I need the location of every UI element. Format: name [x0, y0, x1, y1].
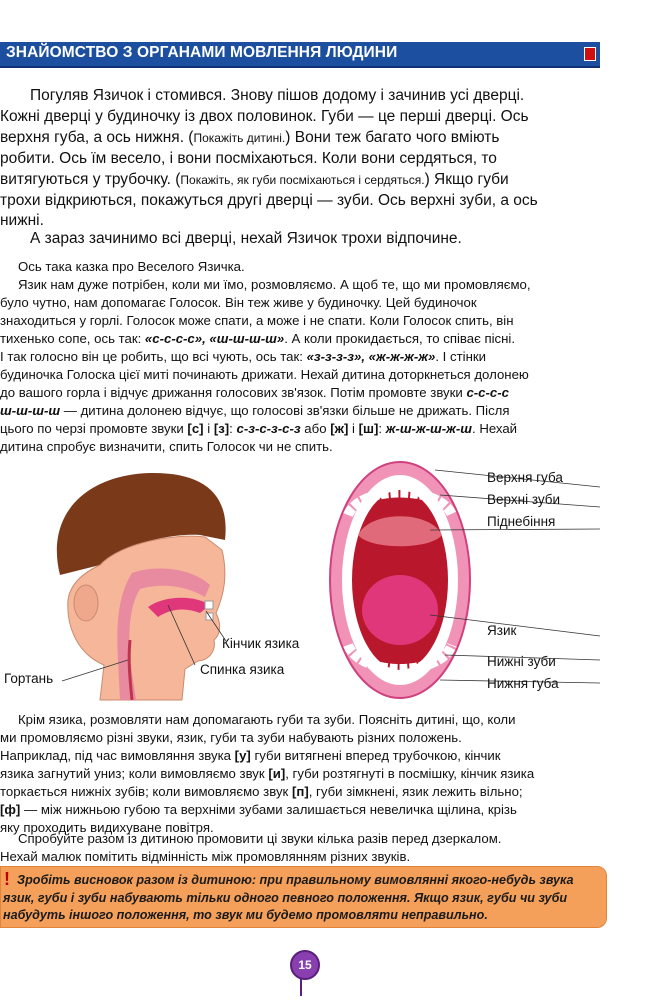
story-line: А зараз зачинимо всі дверці, нехай Язичок трохи відпочине.	[30, 230, 462, 247]
label-upper-lip: Верхня губа	[487, 470, 563, 485]
tale-line: знаходиться у горлі. Голосок може спати, а може і не спати. Коли Голосок спить, він	[0, 313, 514, 328]
body-line: Нехай малюк помітить відмінність між промовлянням різних звуків.	[0, 849, 411, 864]
label-lower-teeth: Нижні зуби	[487, 654, 556, 669]
page-number: 15	[290, 950, 320, 980]
tale-line: Ось така казка про Веселого Язичка.	[18, 259, 245, 274]
story-line: Погуляв Язичок і стомився. Знову пішов додому і зачинив усі дверці.	[30, 87, 525, 104]
label-upper-teeth: Верхні зуби	[487, 492, 561, 507]
note-line: Зробіть висновок разом із дитиною: при правильному вимовлянні якого-небудь звука	[17, 873, 574, 887]
section-title: ЗНАЙОМСТВО З ОРГАНАМИ МОВЛЕННЯ ЛЮДИНИ	[6, 44, 398, 61]
note-line: язик, губи і зуби набувають тільки одного певного положення. Якщо язик, губи чи зуби	[3, 891, 568, 905]
header-marker	[584, 47, 596, 61]
body-line: язика загнутий униз; коли вимовляємо звук [и], губи розтягнуті в посмішку, кінчик язика	[0, 766, 535, 781]
ear	[74, 585, 98, 621]
teeth-section	[205, 601, 213, 609]
story-line: Кожні дверці у будиночку із двох половинок. Губи — це перші дверці. Ось	[0, 108, 529, 125]
label-larynx: Гортань	[4, 671, 54, 686]
section-header	[0, 42, 600, 68]
note-line: набудуть іншого положення, то звук ми будемо промовляти неправильно.	[3, 908, 488, 922]
story-line: витягуються у трубочку. (Покажіть, як губи посміхаються і сердяться.) Якщо губи	[0, 171, 509, 188]
tale-line: було чутно, нам допомагає Голосок. Він теж живе у будиночку. Цей будиночок	[0, 295, 477, 310]
page-number-tail	[300, 978, 306, 996]
body-line: [ф] — між нижньою губою та верхніми зубами залишається невеличка щілина, крізь	[0, 802, 517, 817]
tongue	[362, 575, 438, 645]
body-line: Крім язика, розмовляти нам допомагають губи та зуби. Поясніть дитині, що, коли	[18, 712, 516, 727]
conclusion-note-box	[0, 866, 607, 928]
tale-line: будиночка Голоска цієї миті починають дрижати. Нехай дитина доторкнеться долонею	[0, 367, 529, 382]
label-lower-lip: Нижня губа	[487, 676, 559, 691]
story-line: трохи відкриються, покажуться другі дверці — зуби. Ось верхні зуби, а ось	[0, 192, 538, 209]
label-tongue-tip: Кінчик язика	[222, 636, 300, 651]
body-line: яку проходить видихуване повітря.	[0, 820, 214, 835]
body-line: ми промовляємо різні звуки, язик, губи та зуби набувають різних положень.	[0, 730, 462, 745]
label-tongue: Язик	[487, 623, 517, 638]
story-line: верхня губа, а ось нижня. (Покажіть дитині.) Вони теж багато чого вміють	[0, 129, 500, 146]
story-line: нижні.	[0, 212, 44, 229]
body-line: торкається нижніх зубів; коли вимовляємо звук [п], губи зімкнені, язик лежить вільно;	[0, 784, 523, 799]
label-palate: Піднебіння	[487, 514, 556, 529]
tale-line: Язик нам дуже потрібен, коли ми їмо, розмовляємо. А щоб те, що ми промовляємо,	[18, 277, 531, 292]
story-line: робити. Ось їм весело, і вони посміхаються. Коли вони сердяться, то	[0, 150, 497, 167]
tale-line: тихенько сопе, ось так: «с-с-с-с», «ш-ш-ш-ш». А коли прокидається, то співає пісні.	[0, 331, 516, 346]
exclamation-icon: !	[4, 869, 10, 889]
tale-line: цього по черзі промовте звуки [с] і [з]: с-з-с-з-с-з або [ж] і [ш]: ж-ш-ж-ш-ж-ш. Нехай	[0, 421, 518, 436]
open-mouth-illustration	[320, 455, 620, 705]
body-line: Спробуйте разом із дитиною промовити ці звуки кілька разів перед дзеркалом.	[18, 831, 502, 846]
label-tongue-back: Спинка язика	[200, 662, 285, 677]
body-line: Наприклад, під час вимовляння звука [у] губи витягнені вперед трубочкою, кінчик	[0, 748, 501, 763]
tale-line: І так голосно він це робить, що всі чують, ось так: «з-з-з-з», «ж-ж-ж-ж». І стінки	[0, 349, 486, 364]
tale-line: дитина спробує визначити, спить Голосок чи не спить.	[0, 439, 333, 454]
tale-line: ш-ш-ш-ш — дитина долонею відчує, що голосові зв'язки більше не дрижать. Після	[0, 403, 510, 418]
tale-line: до вашого горла і відчує дрижання голосових зв'язок. Потім промовте звуки с-с-с-с	[0, 385, 509, 400]
